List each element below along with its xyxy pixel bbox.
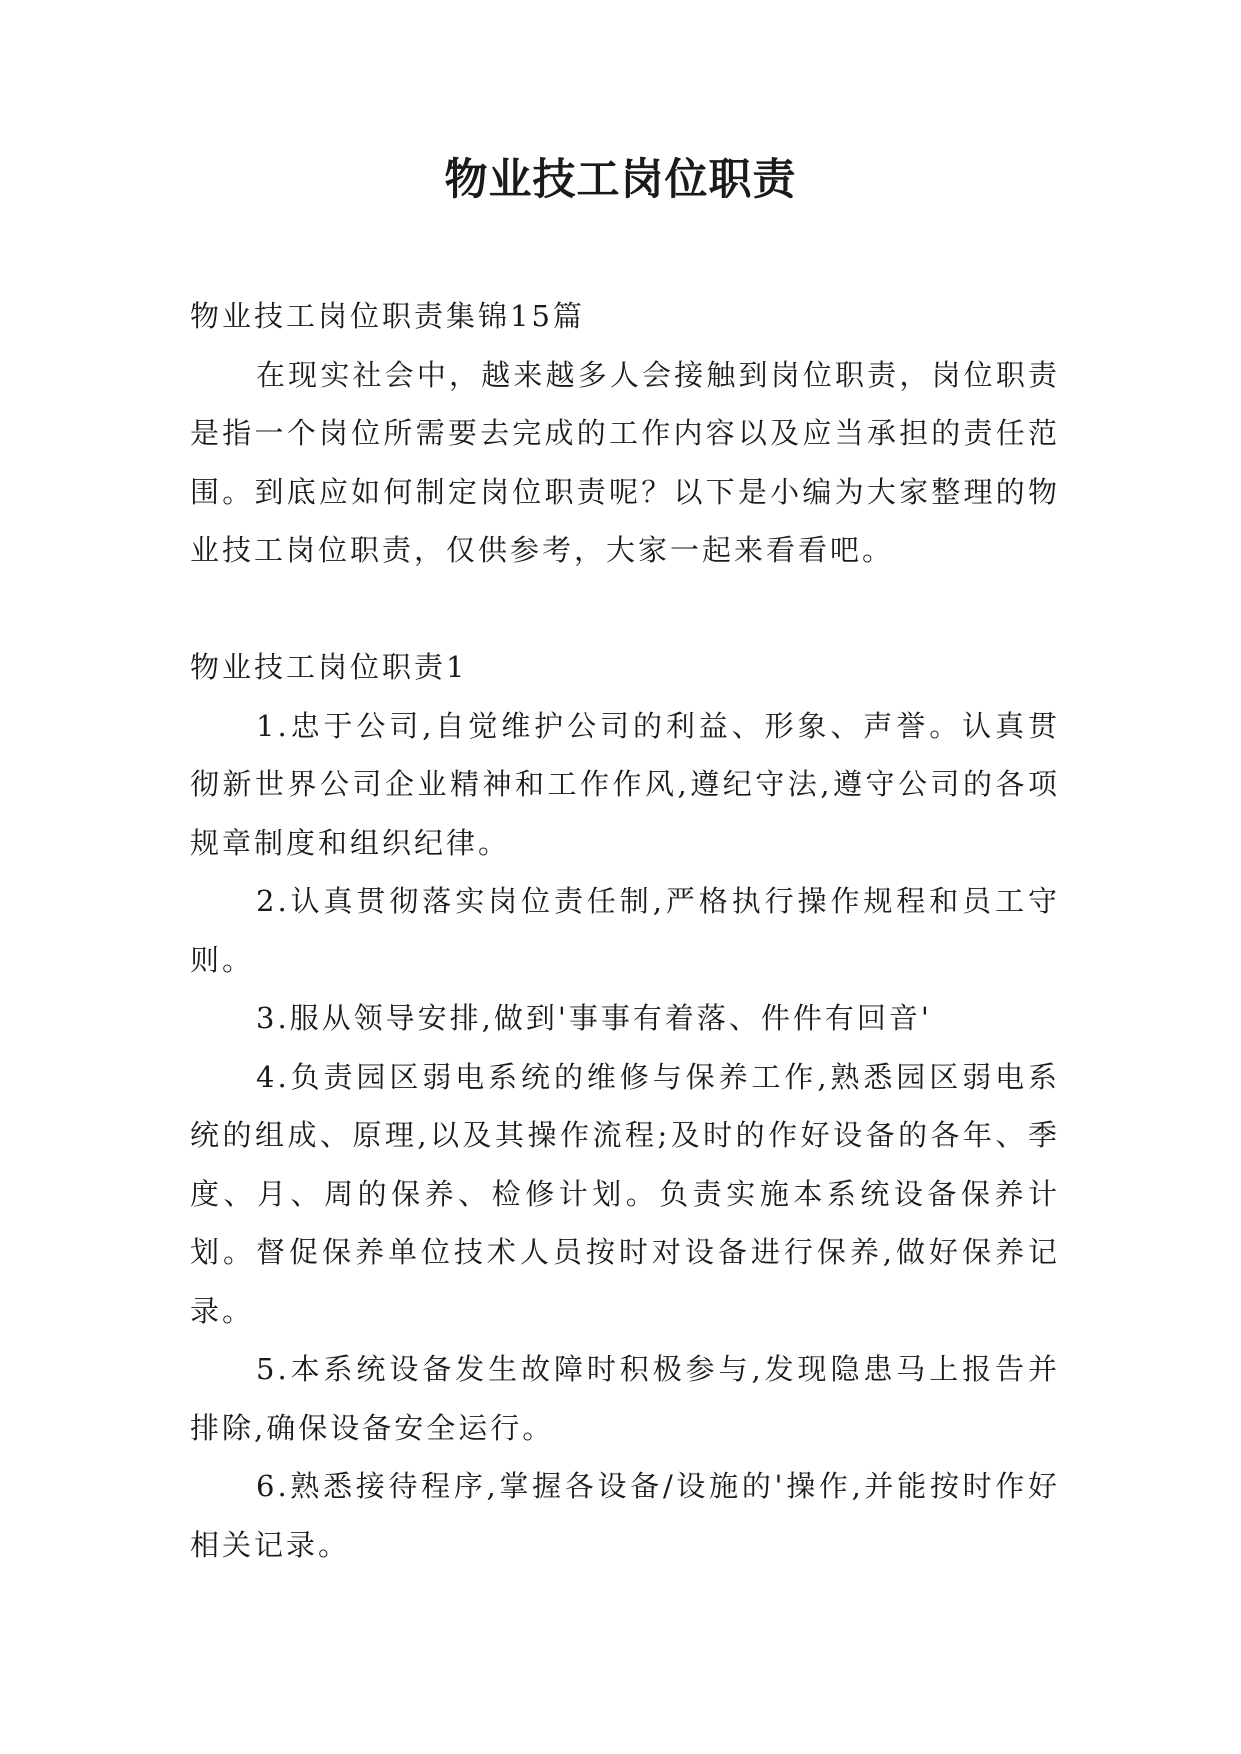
document-subtitle: 物业技工岗位职责集锦15篇 [190,299,585,333]
intro-paragraph: 在现实社会中，越来越多人会接触到岗位职责，岗位职责是指一个岗位所需要去完成的工作内容以及应当承担的责任范围。到底应如何制定岗位职责呢？以下是小编为大家整理的物业技工岗位职责，仅供参考，大家一起来看看吧。 [190,357,1060,567]
section-heading: 物业技工岗位职责1 [190,650,468,684]
duty-item-2: 2.认真贯彻落实岗位责任制,严格执行操作规程和员工守则。 [190,884,1060,977]
paragraph-spacer [190,580,1060,639]
document-body [190,287,1060,1574]
duty-item-5: 5.本系统设备发生故障时积极参与,发现隐患马上报告并排除,确保设备安全运行。 [190,1352,1060,1445]
duty-item-1: 1.忠于公司,自觉维护公司的利益、形象、声誉。认真贯彻新世界公司企业精神和工作作风,遵纪守法,遵守公司的各项规章制度和组织纪律。 [190,708,1060,860]
duty-item-3: 3.服从领导安排,做到'事事有着落、件件有回音' [256,1001,932,1035]
duty-item-4: 4.负责园区弱电系统的维修与保养工作,熟悉园区弱电系统的组成、原理,以及其操作流程;及时的作好设备的各年、季度、月、周的保养、检修计划。负责实施本系统设备保养计划。督促保养单位技术人员按时对设备进行保养,做好保养记录。 [190,1059,1060,1328]
duty-item-6: 6.熟悉接待程序,掌握各设备/设施的'操作,并能按时作好相关记录。 [190,1469,1060,1562]
page-title: 物业技工岗位职责 [444,155,797,205]
